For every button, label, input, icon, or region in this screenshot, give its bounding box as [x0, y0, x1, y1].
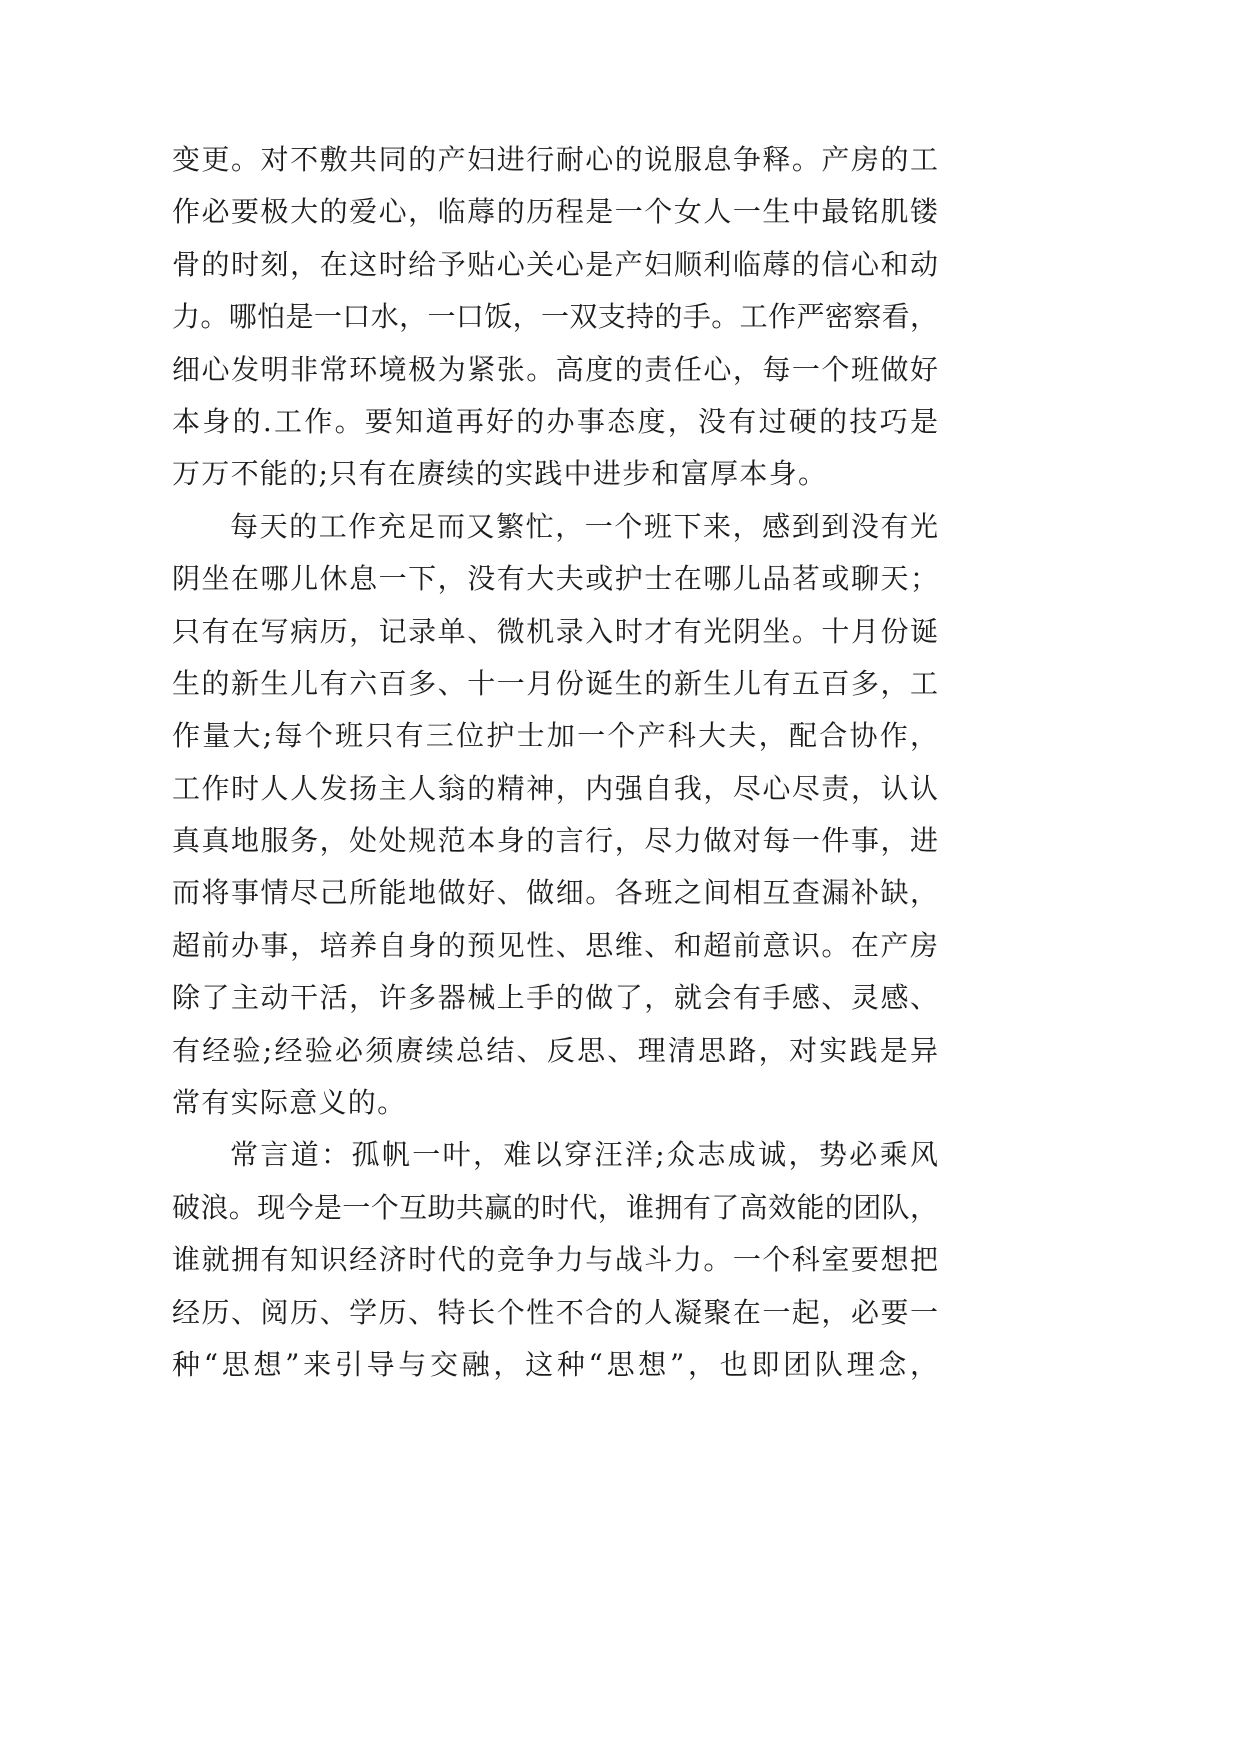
- text-line: 常言道：孤帆一叶，难以穿汪洋;众志成诚，势必乘风: [230, 1138, 938, 1172]
- text-line: 种“思想”来引导与交融，这种“思想”，也即团队理念，: [172, 1347, 938, 1381]
- text-line: 细心发明非常环境极为紧张。高度的责任心，每一个班做好: [172, 352, 938, 386]
- text-line: 骨的时刻，在这时给予贴心关心是产妇顺利临蓐的信心和动: [172, 247, 938, 281]
- text-line: 经历、阅历、学历、特长个性不合的人凝聚在一起，必要一: [172, 1295, 938, 1329]
- text-line: 作必要极大的爱心，临蓐的历程是一个女人一生中最铭肌镂: [172, 195, 938, 229]
- text-line: 破浪。现今是一个互助共赢的时代，谁拥有了高效能的团队，: [172, 1190, 938, 1224]
- text-line: 作量大;每个班只有三位护士加一个产科大夫，配合协作，: [172, 719, 938, 753]
- text-line: 每天的工作充足而又繁忙，一个班下来，感到到没有光: [230, 509, 938, 543]
- text-line: 而将事情尽己所能地做好、做细。各班之间相互查漏补缺，: [172, 876, 938, 910]
- paragraph-2: [172, 501, 938, 1130]
- text-line: 生的新生儿有六百多、十一月份诞生的新生儿有五百多，工: [172, 666, 938, 700]
- text-line: 真真地服务，处处规范本身的言行，尽力做对每一件事，进: [172, 824, 938, 858]
- text-line: 有经验;经验必须赓续总结、反思、理清思路，对实践是异: [172, 1033, 938, 1067]
- text-line: 常有实际意义的。: [172, 1086, 407, 1120]
- text-line: 工作时人人发扬主人翁的精神，内强自我，尽心尽责，认认: [172, 771, 938, 805]
- text-line: 除了主动干活，许多器械上手的做了，就会有手感、灵感、: [172, 981, 938, 1015]
- text-line: 阴坐在哪儿休息一下，没有大夫或护士在哪儿品茗或聊天；: [172, 562, 938, 596]
- text-line: 谁就拥有知识经济时代的竞争力与战斗力。一个科室要想把: [172, 1243, 938, 1277]
- text-line: 万万不能的;只有在赓续的实践中进步和富厚本身。: [172, 457, 828, 491]
- paragraph-1: [172, 134, 938, 501]
- text-line: 力。哪怕是一口水，一口饭，一双支持的手。工作严密察看，: [172, 300, 938, 334]
- body-text: [172, 134, 938, 1391]
- text-line: 只有在写病历，记录单、微机录入时才有光阴坐。十月份诞: [172, 614, 938, 648]
- paragraph-3: [172, 1129, 938, 1391]
- text-line: 本身的.工作。要知道再好的办事态度，没有过硬的技巧是: [172, 404, 938, 438]
- text-line: 变更。对不敷共同的产妇进行耐心的说服息争释。产房的工: [172, 143, 938, 176]
- text-line: 超前办事，培养自身的预见性、思维、和超前意识。在产房: [172, 928, 938, 962]
